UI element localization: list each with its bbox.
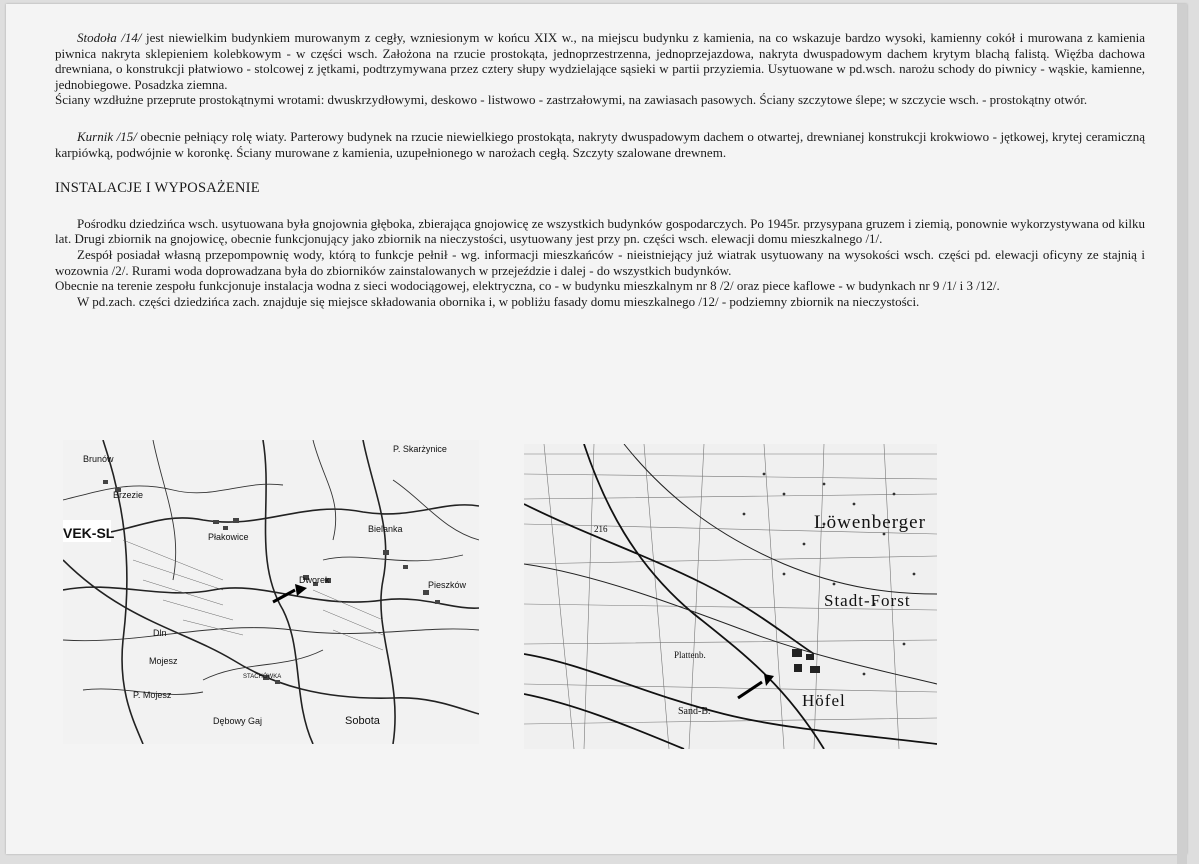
heading-kurnik: Kurnik /15/ — [77, 128, 137, 144]
map-label-bielanka: Bielanka — [368, 524, 403, 534]
map-label-brunow: Brunów — [83, 454, 114, 464]
paragraph-przepompownia: Zespół posiadał własną przepompownię wody, którą to funkcje pełnił - wg. informacji mieszkańców - nieistniejący już wiatrak usytuowany na wysokości wsch. części pd. elewacji oficyny ze stajnią i wozownia /2/. Rurami woda doprowadzana była do zbiorników zainstalowanych w przejeździe i dalej - do wszystkich budynków. — [55, 246, 1145, 278]
paragraph-kurnik — [55, 129, 1145, 160]
map-label-sand-b: Sand-B. — [678, 706, 711, 717]
map-modern-drawing — [63, 440, 479, 744]
topographic-map-modern — [63, 440, 479, 744]
map-label-brzezie: Brzezie — [113, 490, 144, 500]
page-edge — [1177, 4, 1187, 864]
map-label-sobota: Sobota — [345, 715, 380, 727]
map-label-plattenb: Plattenb. — [674, 650, 706, 660]
paragraph-stodola — [55, 30, 1145, 92]
paragraph-stodola-walls: Ściany wzdłużne przeprute prostokątnymi wrotami: dwuskrzydłowymi, deskowo - listwowo - zastrzałowymi, na zawiasach pasowych. Ściany szczytowe ślepe; w szczycie wsch. - prostokątny otwór. — [55, 92, 1088, 108]
heading-stodola: Stodoła /14/ — [77, 30, 142, 45]
map-label-p-mojesz: P. Mojesz — [133, 690, 172, 700]
map-label-mojesz: Mojesz — [149, 656, 178, 666]
paragraph-gnojownia: Pośrodku dziedzińca wsch. usytuowana była gnojownia głęboka, zbierająca gnojowicę ze wszystkich budynków gospodarczych. Po 1945r. przysypana gruzem i ziemią, ponownie wykorzystywana od kilku lat. Drugi zbiornik na gnojowicę, obecnie funkcjonujący jako zbiornik na nieczystości, usytuowany jest przy pn. części wsch. elewacji domu mieszkalnego /1/. — [55, 215, 1145, 247]
map-label-dworek: Dworek — [299, 575, 330, 585]
map-label-pieszkow: Pieszków — [428, 580, 467, 590]
map-historical-drawing — [524, 444, 937, 749]
map-label-stachowka: STACHÓWKA — [243, 674, 282, 680]
map-label-216: 216 — [594, 524, 608, 534]
map-label-dln: Dln — [153, 628, 167, 638]
map-label-skarzynice: P. Skarżynice — [393, 444, 447, 454]
document-text — [55, 30, 1145, 309]
paragraph-kurnik-body: obecnie pełniący rolę wiaty. Parterowy budynek na rzucie niewielkiego prostokąta, nakryty dwuspadowym dachem o otwartej, drewnianej konstrukcji krokwiowo - jętkowej, krytej ceramiczną karpiówką, podwójnie w koronkę. Ściany murowane z kamienia, uzupełnionego w narożach cegłą. Szczyty szalowane drewnem. — [55, 128, 1145, 160]
paragraph-obornik: W pd.zach. części dziedzińca zach. znajduje się miejsce składowania obornika i, w pobliżu fasady domu mieszkalnego /12/ - podziemny zbiornik na nieczystości. — [77, 293, 920, 309]
map-label-debowy-gaj: Dębowy Gaj — [213, 716, 263, 726]
section-heading: INSTALACJE I WYPOSAŻENIE — [55, 180, 260, 197]
map-label-stadt-forst: Stadt-Forst — [824, 591, 911, 610]
map-label-hofel: Höfel — [802, 691, 846, 710]
map-label-plakowice: Płakowice — [208, 532, 249, 542]
map-label-lowenberger: Löwenberger — [814, 512, 926, 533]
paragraph-stodola-body: jest niewielkim budynkiem murowanym z cegły, wzniesionym w końcu XIX w., na miejscu budynku z kamienia, na co wskazuje bardzo wysoki, kamienny cokół i murowana z kamienia piwnica nakryta sklepieniem kolebkowym - w części wsch. Założona na rzucie prostokąta, jednoprzestrzenna, jednoprzejazdowa, nakryta dwuspadowym dachem krytym blachą falistą. Więźba dachowa drewniana, o konstrukcji płatwiowo - stolcowej z jętkami, podtrzymywana przez cztery słupy wydzielające sąsieki w partii przyziemia. Usytuowane w pd.wsch. narożu schody do piwnicy - wąskie, kamienne, jednobiegowe. Posadzka ziemna. — [55, 30, 1146, 92]
topographic-map-historical — [524, 444, 937, 749]
paragraph-instalacje: Obecnie na terenie zespołu funkcjonuje instalacja wodna z sieci wodociągowej, elektryczna, co - w budynku mieszkalnym nr 8 /2/ oraz piece kaflowe - w budynkach nr 9 /1/ i 3 /12/. — [55, 278, 1000, 294]
map-label-vek: VEK-SL — [63, 525, 115, 541]
